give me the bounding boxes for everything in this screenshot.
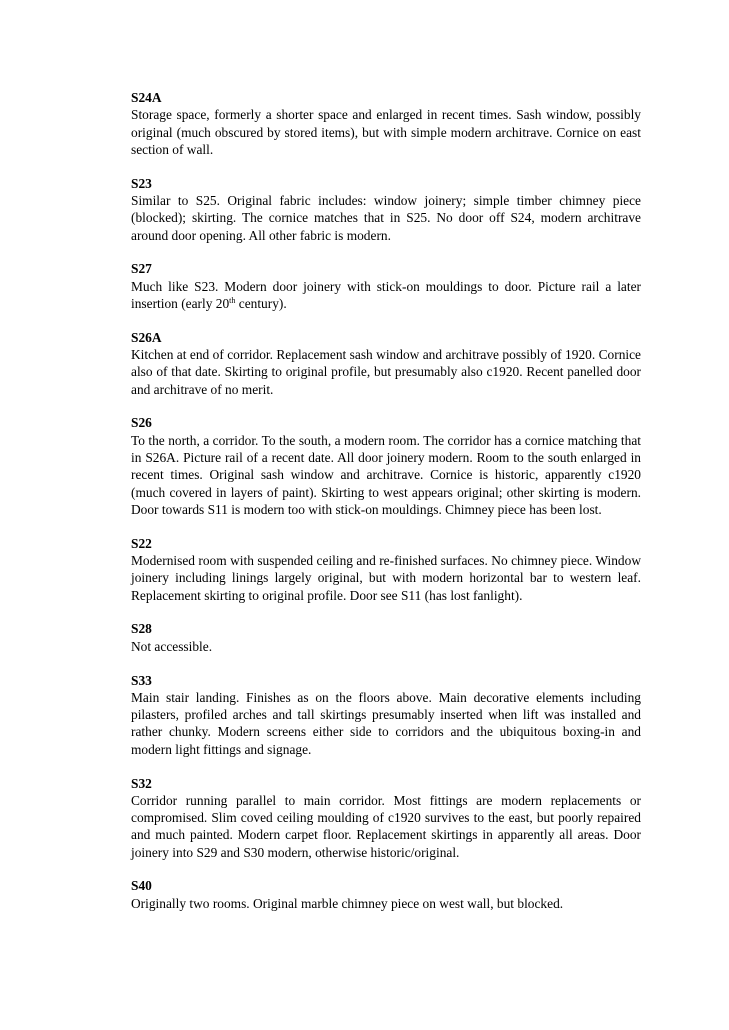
- entry-heading: S26A: [131, 329, 162, 345]
- entry-heading: S32: [131, 775, 152, 791]
- document-page: [131, 89, 641, 929]
- entry-heading: S26: [131, 415, 152, 431]
- entry-s27: [131, 260, 641, 312]
- entry-body: To the north, a corridor. To the south, a modern room. The corridor has a cornice matching that in S26A. Picture rail of a recent date. All door joinery modern. Room to the south enlarged in recent times. Original sash window and architrave. Cornice is historic, apparently c1920 (much covered in layers of paint). Skirting to west appears original; other skirting is modern. Door towards S11 is modern too with stick-on mouldings. Chimney piece has been lost.: [131, 432, 641, 517]
- entry-s40: [131, 877, 641, 912]
- entry-s26a: [131, 329, 641, 398]
- entry-body: Modernised room with suspended ceiling and re-finished surfaces. No chimney piece. Window joinery including linings largely original, but with modern horizontal bar to western leaf. Replacement skirting to original profile. Door see S11 (has lost fanlight).: [131, 553, 641, 603]
- entry-heading: S28: [131, 621, 152, 637]
- entry-heading: S33: [131, 672, 152, 688]
- entry-body-text: century).: [235, 295, 287, 311]
- entry-s23: [131, 175, 641, 244]
- entry-s22: [131, 535, 641, 604]
- entry-heading: S22: [131, 535, 152, 551]
- entry-body: Storage space, formerly a shorter space and enlarged in recent times. Sash window, possibly original (much obscured by stored items), but with simple modern architrave. Cornice on east section of wall.: [131, 107, 641, 157]
- entry-s28: [131, 620, 641, 655]
- entry-body: Originally two rooms. Original marble chimney piece on west wall, but blocked.: [131, 895, 564, 911]
- entry-heading: S23: [131, 175, 152, 191]
- entry-body: Kitchen at end of corridor. Replacement sash window and architrave possibly of 1920. Cornice also of that date. Skirting to original profile, but presumably also c1920. Recent panelled door and architrave of no merit.: [131, 347, 641, 397]
- entry-body: Not accessible.: [131, 638, 213, 654]
- entry-body: [131, 278, 641, 313]
- entry-s26: [131, 414, 641, 518]
- entry-s32: [131, 775, 641, 861]
- entry-heading: S24A: [131, 90, 162, 105]
- entry-body: Main stair landing. Finishes as on the floors above. Main decorative elements including pilasters, profiled arches and tall skirtings presumably inserted when lift was installed and rather chunky. Modern screens either side to corridors and the ubiquitous boxing-in and modern light fittings and signage.: [131, 689, 641, 757]
- entry-body: Similar to S25. Original fabric includes: window joinery; simple timber chimney piece (blocked); skirting. The cornice matches that in S25. No door off S24, modern architrave around door opening. All other fabric is modern.: [131, 192, 641, 243]
- superscript: th: [229, 295, 236, 305]
- entry-body-text: Much like S23. Modern door joinery with stick-on mouldings to door. Picture rail a later insertion (early 20: [131, 278, 641, 311]
- entry-heading: S40: [131, 878, 152, 894]
- entry-s24a: [131, 89, 641, 158]
- entry-s33: [131, 672, 641, 758]
- entry-heading: S27: [131, 261, 152, 277]
- entry-body: Corridor running parallel to main corridor. Most fittings are modern replacements or compromised. Slim coved ceiling moulding of c1920 survives to the east, but poorly repaired and much painted. Modern carpet floor. Replacement skirtings in apparently all areas. Door joinery into S29 and S30 modern, otherwise historic/original.: [131, 792, 641, 860]
